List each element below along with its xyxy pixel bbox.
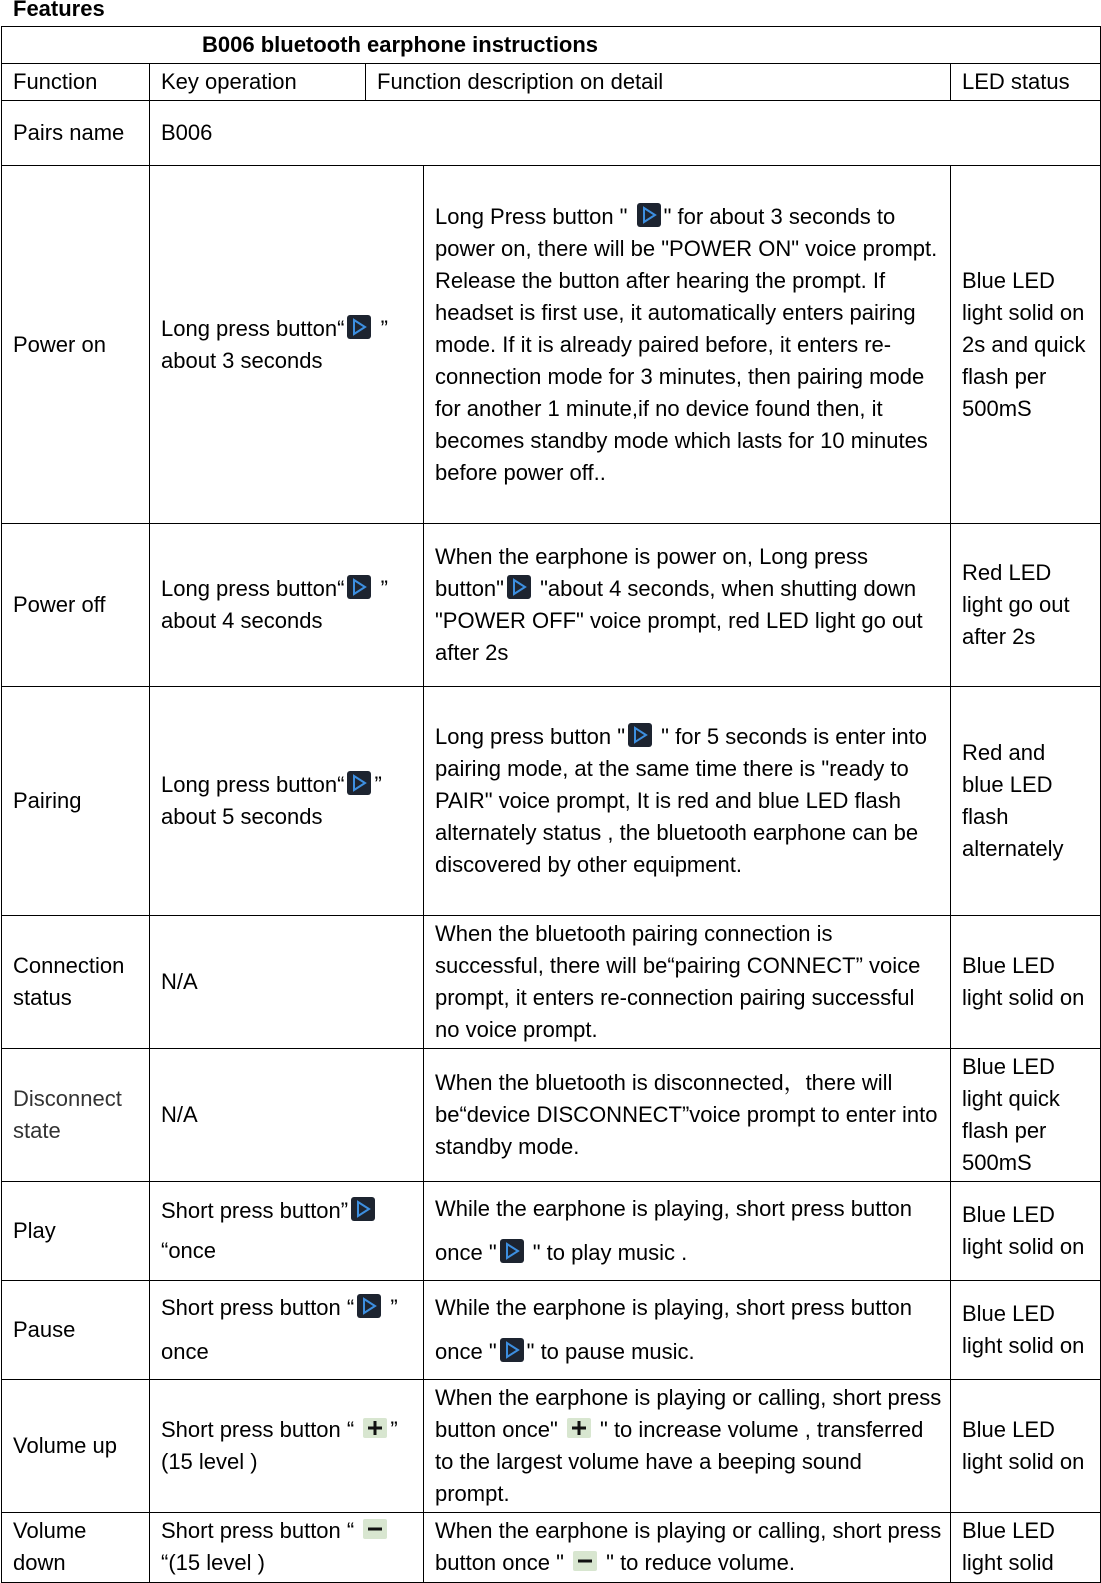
desc-text-pre: When the earphone is playing or calling, short press button once " [435,1518,942,1575]
led-status-cell: Red LED light go out after 2s [951,524,1101,687]
key-text-pre: Long press button“ [161,772,345,797]
table-row [2,1513,1101,1583]
led-status-cell: Blue LED light solid on 2s and quick flash per 500mS [951,166,1101,524]
function-cell: Play [2,1182,150,1281]
table-row [2,166,1101,524]
led-status-cell: Blue LED light solid [951,1513,1101,1583]
desc-text-pre: Long Press button " [435,203,634,229]
key-text-pre: Long press button“ [161,315,345,341]
table-row [2,1380,1101,1513]
key-text-post: ” once [161,1295,398,1364]
play-button-icon [346,314,372,340]
play-button-icon [346,574,372,600]
led-status-cell: Blue LED light solid on [951,916,1101,1049]
function-cell: Pairing [2,687,150,916]
key-operation-cell [150,1513,424,1583]
table-row [2,1049,1101,1182]
desc-text-post: " for about 3 seconds to power on, there will be "POWER ON" voice prompt. Release the button after hearing the prompt. If headset is first use, it automatically enters pairing mode. If it is already paired before, it enters re-connection mode for 3 minutes, then pairing mode for another 1 minute,if no device found then, it becomes standby mode which lasts for 10 minutes before power off.. [435,203,938,485]
description-cell [424,524,951,687]
play-button-icon [499,1238,525,1264]
header-key-operation: Key operation [150,64,366,101]
table-row [2,1281,1101,1380]
play-button-icon [506,574,532,600]
play-button-icon [636,202,662,228]
play-button-icon [627,722,653,748]
description-cell [424,1281,951,1380]
header-description: Function description on detail [366,64,951,101]
table-title-row [2,27,1101,64]
function-cell: Pause [2,1281,150,1380]
desc-text-pre: While the earphone is playing, short press button once " [435,1295,912,1364]
desc-text-post: " to play music . [526,1240,688,1265]
key-operation-cell [150,166,424,524]
plus-icon [566,1415,592,1441]
key-operation-cell: N/A [150,916,424,1049]
key-text-pre: Short press button “ [161,1295,355,1320]
desc-text-post: " to pause music. [526,1339,695,1364]
description-cell: When the bluetooth pairing connection is successful, there will be“pairing CONNECT” voice prompt, it enters re-connection pairing successful no voice prompt. [424,916,951,1049]
desc-text-pre: When the earphone is power on, Long press button" [435,544,868,601]
key-operation-cell [150,687,424,916]
desc-text-post: " to reduce volume. [600,1550,795,1575]
key-operation-cell [150,1281,424,1380]
key-operation-cell [150,524,424,687]
led-status-cell: Blue LED light quick flash per 500mS [951,1049,1101,1182]
table-row [2,687,1101,916]
table-row [2,1182,1101,1281]
section-heading: Features [13,0,105,21]
play-button-icon [350,1196,376,1222]
header-led-status: LED status [951,64,1101,101]
key-operation-cell [150,1182,424,1281]
description-cell [424,166,951,524]
key-text-pre: Short press button “ [161,1518,361,1543]
desc-text-pre: Long press button " [435,724,626,749]
key-text-post: ” (15 level ) [161,1417,398,1474]
key-operation-cell: N/A [150,1049,424,1182]
function-cell: Power off [2,524,150,687]
description-cell [424,1513,951,1583]
play-button-icon [346,770,372,796]
pairs-name-row [2,101,1101,166]
led-status-cell: Blue LED light solid on [951,1182,1101,1281]
key-text-post: “once [161,1238,217,1263]
minus-icon [362,1516,388,1542]
instructions-table [1,26,1101,1583]
function-cell: Power on [2,166,150,524]
desc-text-pre: While the earphone is playing, short press button once " [435,1196,912,1265]
key-text-pre: Long press button“ [161,576,345,601]
key-text-pre: Short press button “ [161,1417,361,1442]
minus-icon [572,1548,598,1574]
desc-text-post: " to increase volume , transferred to the largest volume have a beeping sound prompt. [435,1417,924,1506]
pairs-name-label: Pairs name [2,101,150,166]
header-function: Function [2,64,150,101]
table-title: B006 bluetooth earphone instructions [2,27,1101,64]
function-cell: Volume down [2,1513,150,1583]
key-operation-cell [150,1380,424,1513]
table-row [2,524,1101,687]
led-status-cell: Red and blue LED flash alternately [951,687,1101,916]
key-text-post: ” about 4 seconds [161,576,388,633]
function-cell: Volume up [2,1380,150,1513]
key-text-post: ” about 5 seconds [161,772,382,829]
description-cell: When the bluetooth is disconnected，there will be“device DISCONNECT”voice prompt to enter into standby mode. [424,1049,951,1182]
function-cell: Disconnect state [2,1049,150,1182]
play-button-icon [499,1337,525,1363]
table-row [2,916,1101,1049]
key-text-post: “(15 level ) [161,1550,265,1575]
key-text-post: ” about 3 seconds [161,315,388,373]
led-status-cell: Blue LED light solid on [951,1380,1101,1513]
desc-text-post: " for 5 seconds is enter into pairing mode, at the same time there is "ready to PAIR" voice prompt, It is red and blue LED flash alternately status , the bluetooth earphone can be discovered by other equipment. [435,724,928,877]
description-cell [424,1380,951,1513]
description-cell [424,687,951,916]
function-cell: Connection status [2,916,150,1049]
header-row [2,64,1101,101]
play-button-icon [356,1293,382,1319]
description-cell [424,1182,951,1281]
plus-icon [362,1415,388,1441]
key-text-pre: Short press button” [161,1198,349,1223]
desc-text-post: "about 4 seconds, when shutting down "POWER OFF" voice prompt, red LED light go out after 2s [435,576,923,665]
led-status-cell: Blue LED light solid on [951,1281,1101,1380]
desc-text-pre: When the earphone is playing or calling, short press button once" [435,1385,942,1442]
pairs-name-value: B006 [150,101,1101,166]
